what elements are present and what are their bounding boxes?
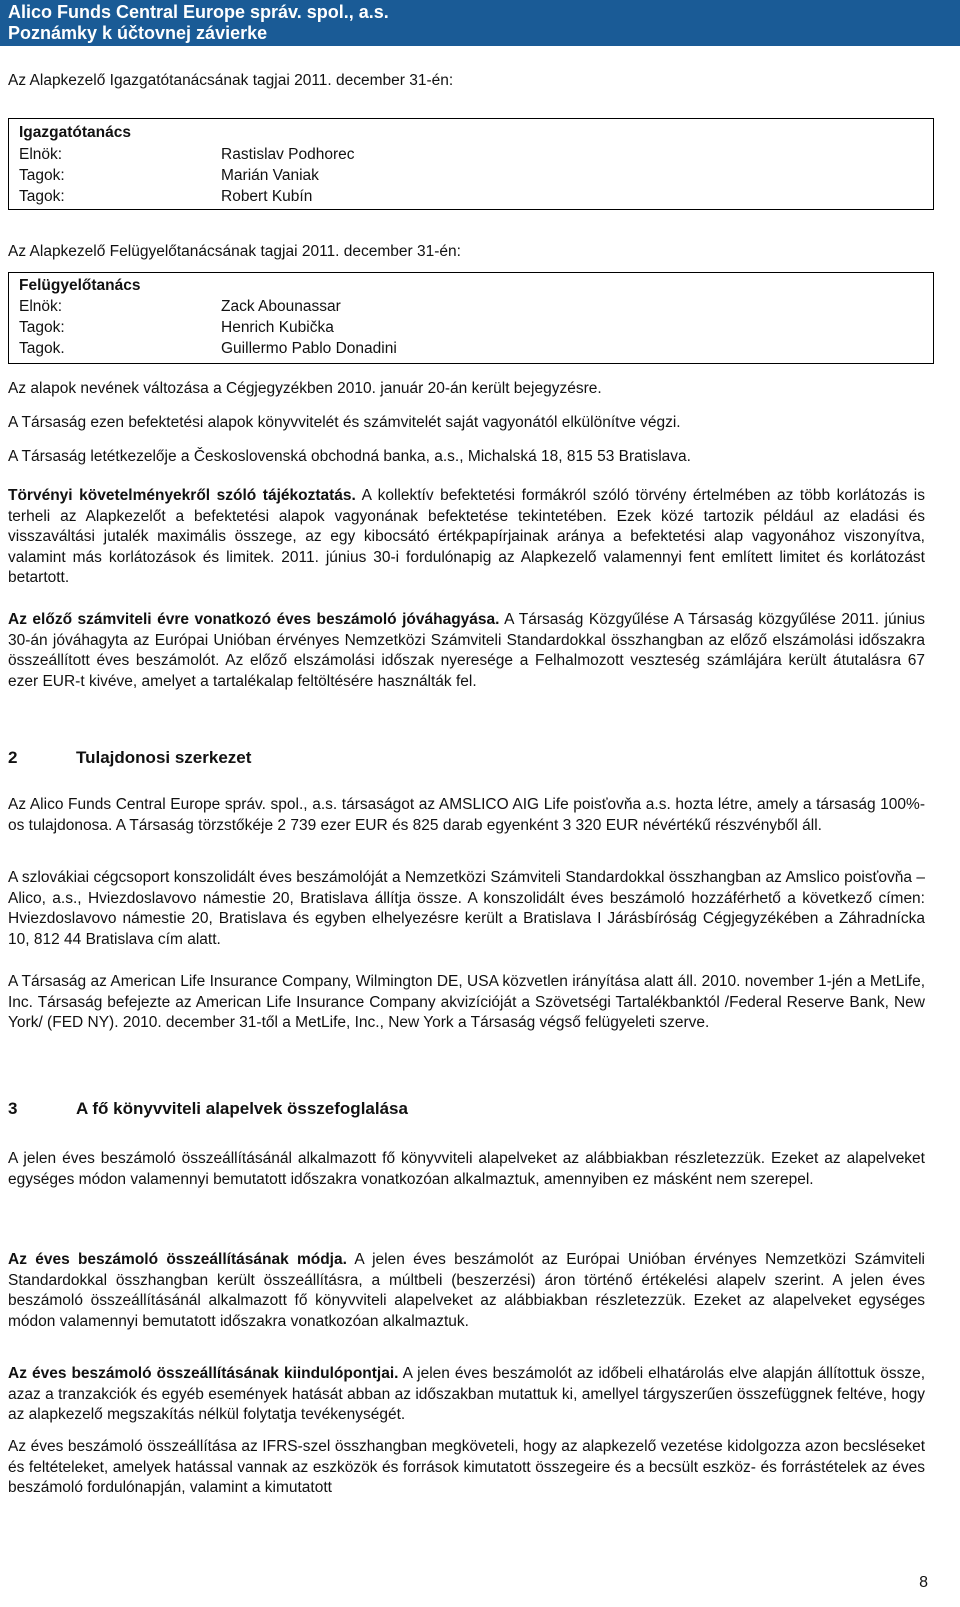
board-role: Tagok: <box>19 167 65 184</box>
supervisory-member: Guillermo Pablo Donadini <box>221 340 397 357</box>
board-member: Marián Vaniak <box>221 167 319 184</box>
section-2-paragraph-1: Az Alico Funds Central Europe správ. spol., a.s. társaságot az AMSLICO AIG Life poisťovňa a.s. hozta létre, amely a társaság 100%-os tulajdonosa. A Társaság törzstőkéje 2 739 ezer EUR és 825 darab egyenként 3 320 EUR névértékű részvényből áll. <box>8 796 925 834</box>
separate-books-line: A Társaság ezen befektetési alapok könyvvitelét és számvitelét saját vagyonától elkülönítve végzi. <box>8 414 681 431</box>
method-text: A jelen éves beszámolót az Európai Unióban érvényes Nemzetközi Számviteli Standardokkal összhangban került összeállításra, a múltbeli (beszerzési) áron történő értékelési alapelv szerint. A jelen éves beszámoló összeállításánál alkalmazott fő könyvviteli alapelveket az alábbiakban részletezzük. Ezeket az alapelveket egységes módon valamennyi bemutatott időszakra vonatkozóan alkalmaztuk. <box>8 1251 926 1330</box>
board-role: Tagok: <box>19 188 65 205</box>
board-intro: Az Alapkezelő Igazgatótanácsának tagjai 2011. december 31-én: <box>8 72 454 89</box>
document-subtitle: Poznámky k účtovnej závierke <box>8 23 268 43</box>
method-paragraph <box>8 1250 925 1332</box>
board-role: Elnök: <box>19 146 63 163</box>
legal-title: Törvényi követelményekről szóló tájékoztatás. <box>8 487 356 504</box>
name-change-line: Az alapok nevének változása a Cégjegyzékben 2010. január 20-án került bejegyzésre. <box>8 380 602 397</box>
supervisory-table <box>8 272 934 364</box>
supervisory-role: Tagok. <box>19 340 65 357</box>
board-table <box>8 118 934 210</box>
depositary-line: A Társaság letétkezelője a Československá obchodná banka, a.s., Michalská 18, 815 53 Bratislava. <box>8 448 691 465</box>
supervisory-role: Elnök: <box>19 298 63 315</box>
supervisory-intro: Az Alapkezelő Felügyelőtanácsának tagjai 2011. december 31-én: <box>8 243 461 260</box>
supervisory-title: Felügyelőtanács <box>19 277 141 294</box>
basis-text: A jelen éves beszámolót az időbeli elhatárolás elve alapján állítottuk össze, azaz a tranzakciók és egyéb események hatását abban az időszakban mutattuk ki, amellyel tárgyszerűen összefüggnek feltéve, hogy az alapkezelő megszakítás nélkül folytatja tevékenységét. <box>8 1365 925 1423</box>
document-header <box>0 0 960 46</box>
section-2-paragraph-2: A szlovákiai cégcsoport konszolidált éves beszámolóját a Nemzetközi Számviteli Standardokkal összhangban az Amslico poisťovňa – Alico, a.s., Hviezdoslavovo námestie 20, Bratislava állítja össze. A konszolidált éves beszámoló hozzáférhető a következő címen: Hviezdoslavovo námestie 20, Bratislava és egyben elhelyezésre került a Bratislava I Járásbíróság Cégjegyzékében a Záhradnícka 10, 812 44 Bratislava cím alatt. <box>8 869 925 948</box>
legal-text: A kollektív befektetési formákról szóló törvény értelmében az több korlátozás is terheli az Alapkezelőt a befektetési alapok vagyonának befektetése tekintetében. Ezek közé tartozik például az eladási és visszaváltási jutalék maximális összege, az egy kibocsátó értékpapírjainak aránya a befektetési alap vagyonához viszonyítva, valamint más korlátozások és limitek. 2011. június 30-i fordulónapig az Alapkezelő valamennyi fent említett limitet és korlátozást betartott. <box>8 487 925 586</box>
section-3-title: A fő könyvviteli alapelvek összefoglalása <box>76 1099 408 1118</box>
company-name: Alico Funds Central Europe správ. spol., a.s. <box>8 2 389 22</box>
section-2-title: Tulajdonosi szerkezet <box>76 748 252 767</box>
board-member: Rastislav Podhorec <box>221 146 355 163</box>
supervisory-role: Tagok: <box>19 319 65 336</box>
prior-year-text: A Társaság Közgyűlése A Társaság közgyűlése 2011. június 30-án jóváhagyta az Európai Unióban érvényes Nemzetközi Számviteli Standardokkal összhangban az előző elszámolási időszakra összeállított éves beszámolót. Az előző elszámolási időszak nyeresége a Felhalmozott veszteség számlájára került átutalásra 67 ezer EUR-t kivéve, amelyet a tartalékalap feltöltésére használták fel. <box>8 611 926 690</box>
section-2-paragraph-3: A Társaság az American Life Insurance Company, Wilmington DE, USA közvetlen irányítása alatt áll. 2010. november 1-jén a MetLife, Inc. Társaság befejezte az American Life Insurance Company akvizícióját a Szövetségi Tartalékbanktól /Federal Reserve Bank, New York/ (FED NY). 2010. december 31-től a MetLife, Inc., New York a Társaság végső felügyeleti szerve. <box>8 973 925 1031</box>
basis-paragraph <box>8 1364 925 1426</box>
prior-year-title: Az előző számviteli évre vonatkozó éves beszámoló jóváhagyása. <box>8 611 500 628</box>
prior-year-paragraph <box>8 610 925 692</box>
legal-paragraph <box>8 486 925 589</box>
method-title: Az éves beszámoló összeállításának módja. <box>8 1251 347 1268</box>
basis-title: Az éves beszámoló összeállításának kiindulópontjai. <box>8 1365 399 1382</box>
board-title: Igazgatótanács <box>19 124 131 141</box>
ifrs-paragraph: Az éves beszámoló összeállítása az IFRS-szel összhangban megköveteli, hogy az alapkezelő vezetése kidolgozza azon becsléseket és feltételeket, amelyek hatással vannak az eszközök és források kimutatott összegeire és a becsült eszköz- és forrástételek az éves beszámoló fordulónapján, valamint a kimutatott <box>8 1438 925 1496</box>
supervisory-member: Zack Abounassar <box>221 298 341 315</box>
section-2-number: 2 <box>8 748 18 767</box>
supervisory-member: Henrich Kubička <box>221 319 334 336</box>
section-3-number: 3 <box>8 1099 18 1118</box>
page-number: 8 <box>919 1574 928 1591</box>
board-member: Robert Kubín <box>221 188 313 205</box>
section-3-paragraph-1: A jelen éves beszámoló összeállításánál alkalmazott fő könyvviteli alapelveket az alábbiakban részletezzük. Ezeket az alapelveket egységes módon valamennyi bemutatott időszakra vonatkozóan alkalmaztuk, amennyiben ez másként nem szerepel. <box>8 1150 925 1188</box>
